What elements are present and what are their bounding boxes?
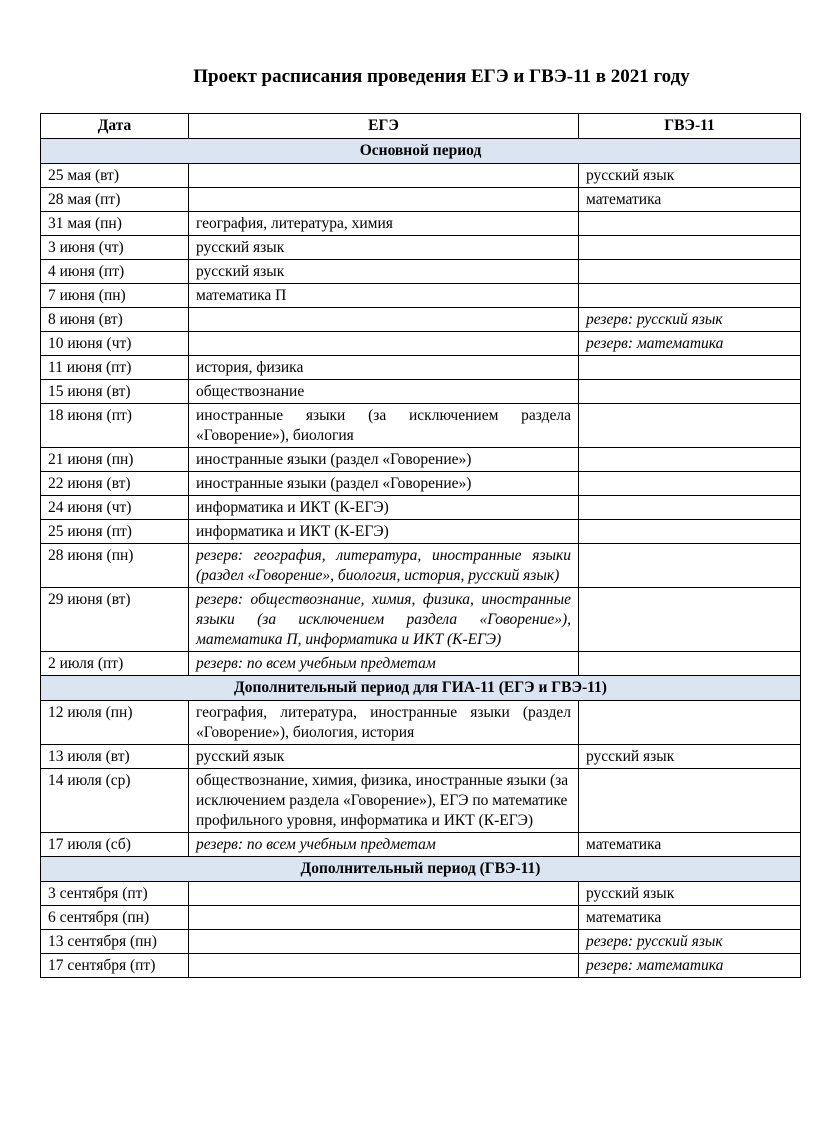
gve-cell [579, 260, 801, 284]
date-cell: 25 мая (вт) [41, 164, 189, 188]
table-row [41, 701, 801, 745]
date-cell: 18 июня (пт) [41, 404, 189, 448]
ege-cell: обществознание, химия, физика, иностранные языки (за исключением раздела «Говорение»), ЕГЭ по математике профильного уровня, информатика и ИКТ (К-ЕГЭ) [189, 769, 579, 833]
gve-cell: русский язык [579, 882, 801, 906]
table-row [41, 769, 801, 833]
ege-cell: история, физика [189, 356, 579, 380]
table-row [41, 520, 801, 544]
date-cell: 28 июня (пн) [41, 544, 189, 588]
table-row [41, 833, 801, 857]
period-row [41, 676, 801, 701]
gve-cell [579, 652, 801, 676]
date-cell: 13 июля (вт) [41, 745, 189, 769]
period-title: Дополнительный период для ГИА-11 (ЕГЭ и ГВЭ-11) [41, 676, 801, 701]
schedule-table [40, 113, 801, 978]
ege-cell: иностранные языки (за исключением раздела «Говорение»), биология [189, 404, 579, 448]
date-cell: 10 июня (чт) [41, 332, 189, 356]
header-gve: ГВЭ-11 [579, 114, 801, 139]
header-date: Дата [41, 114, 189, 139]
table-row [41, 882, 801, 906]
ege-cell: география, литература, химия [189, 212, 579, 236]
period-row [41, 139, 801, 164]
gve-cell [579, 236, 801, 260]
table-row [41, 260, 801, 284]
gve-cell [579, 448, 801, 472]
gve-cell [579, 212, 801, 236]
table-row [41, 954, 801, 978]
table-row [41, 332, 801, 356]
table-row [41, 380, 801, 404]
ege-cell [189, 906, 579, 930]
gve-cell [579, 769, 801, 833]
date-cell: 3 сентября (пт) [41, 882, 189, 906]
gve-cell [579, 544, 801, 588]
gve-cell [579, 284, 801, 308]
table-row [41, 472, 801, 496]
table-header [41, 114, 801, 139]
date-cell: 3 июня (чт) [41, 236, 189, 260]
gve-cell [579, 588, 801, 652]
table-row [41, 284, 801, 308]
ege-cell: иностранные языки (раздел «Говорение») [189, 472, 579, 496]
date-cell: 12 июля (пн) [41, 701, 189, 745]
period-row [41, 857, 801, 882]
date-cell: 8 июня (вт) [41, 308, 189, 332]
table-row [41, 356, 801, 380]
ege-cell: информатика и ИКТ (К-ЕГЭ) [189, 520, 579, 544]
gve-cell [579, 701, 801, 745]
ege-cell [189, 164, 579, 188]
date-cell: 14 июля (ср) [41, 769, 189, 833]
header-ege: ЕГЭ [189, 114, 579, 139]
ege-cell: математика П [189, 284, 579, 308]
table-row [41, 652, 801, 676]
table-row [41, 308, 801, 332]
gve-cell: русский язык [579, 164, 801, 188]
table-row [41, 404, 801, 448]
table-row [41, 745, 801, 769]
ege-cell [189, 188, 579, 212]
ege-cell: русский язык [189, 745, 579, 769]
gve-cell: математика [579, 906, 801, 930]
date-cell: 17 сентября (пт) [41, 954, 189, 978]
ege-cell [189, 308, 579, 332]
ege-cell: русский язык [189, 236, 579, 260]
gve-cell: математика [579, 188, 801, 212]
ege-cell [189, 930, 579, 954]
table-row [41, 496, 801, 520]
table-body [41, 139, 801, 978]
gve-cell: математика [579, 833, 801, 857]
gve-cell: резерв: математика [579, 332, 801, 356]
date-cell: 7 июня (пн) [41, 284, 189, 308]
table-row [41, 906, 801, 930]
ege-cell: иностранные языки (раздел «Говорение») [189, 448, 579, 472]
ege-cell: резерв: география, литература, иностранные языки (раздел «Говорение», биология, история, русский язык) [189, 544, 579, 588]
date-cell: 15 июня (вт) [41, 380, 189, 404]
date-cell: 2 июля (пт) [41, 652, 189, 676]
date-cell: 25 июня (пт) [41, 520, 189, 544]
ege-cell [189, 954, 579, 978]
ege-cell [189, 332, 579, 356]
gve-cell: резерв: русский язык [579, 308, 801, 332]
gve-cell: русский язык [579, 745, 801, 769]
date-cell: 13 сентября (пн) [41, 930, 189, 954]
gve-cell: резерв: математика [579, 954, 801, 978]
date-cell: 28 мая (пт) [41, 188, 189, 212]
gve-cell: резерв: русский язык [579, 930, 801, 954]
table-row [41, 164, 801, 188]
table-row [41, 588, 801, 652]
ege-cell: резерв: обществознание, химия, физика, иностранные языки (за исключением раздела «Говорение»), математика П, информатика и ИКТ (К-ЕГЭ) [189, 588, 579, 652]
period-title: Дополнительный период (ГВЭ-11) [41, 857, 801, 882]
gve-cell [579, 520, 801, 544]
period-title: Основной период [41, 139, 801, 164]
ege-cell: резерв: по всем учебным предметам [189, 652, 579, 676]
table-row [41, 212, 801, 236]
ege-cell: русский язык [189, 260, 579, 284]
ege-cell: информатика и ИКТ (К-ЕГЭ) [189, 496, 579, 520]
table-row [41, 930, 801, 954]
ege-cell: резерв: по всем учебным предметам [189, 833, 579, 857]
ege-cell [189, 882, 579, 906]
ege-cell: обществознание [189, 380, 579, 404]
table-row [41, 544, 801, 588]
table-row [41, 448, 801, 472]
date-cell: 29 июня (вт) [41, 588, 189, 652]
page-title-text: Проект расписания проведения ЕГЭ и ГВЭ-11 в 2021 году [193, 66, 690, 87]
table-row [41, 236, 801, 260]
date-cell: 24 июня (чт) [41, 496, 189, 520]
date-cell: 6 сентября (пн) [41, 906, 189, 930]
gve-cell [579, 496, 801, 520]
gve-cell [579, 472, 801, 496]
date-cell: 21 июня (пн) [41, 448, 189, 472]
gve-cell [579, 380, 801, 404]
table-row [41, 188, 801, 212]
date-cell: 22 июня (вт) [41, 472, 189, 496]
gve-cell [579, 356, 801, 380]
date-cell: 17 июля (сб) [41, 833, 189, 857]
date-cell: 11 июня (пт) [41, 356, 189, 380]
gve-cell [579, 404, 801, 448]
page-title [0, 66, 835, 88]
date-cell: 4 июня (пт) [41, 260, 189, 284]
date-cell: 31 мая (пн) [41, 212, 189, 236]
ege-cell: география, литература, иностранные языки (раздел «Говорение»), биология, история [189, 701, 579, 745]
